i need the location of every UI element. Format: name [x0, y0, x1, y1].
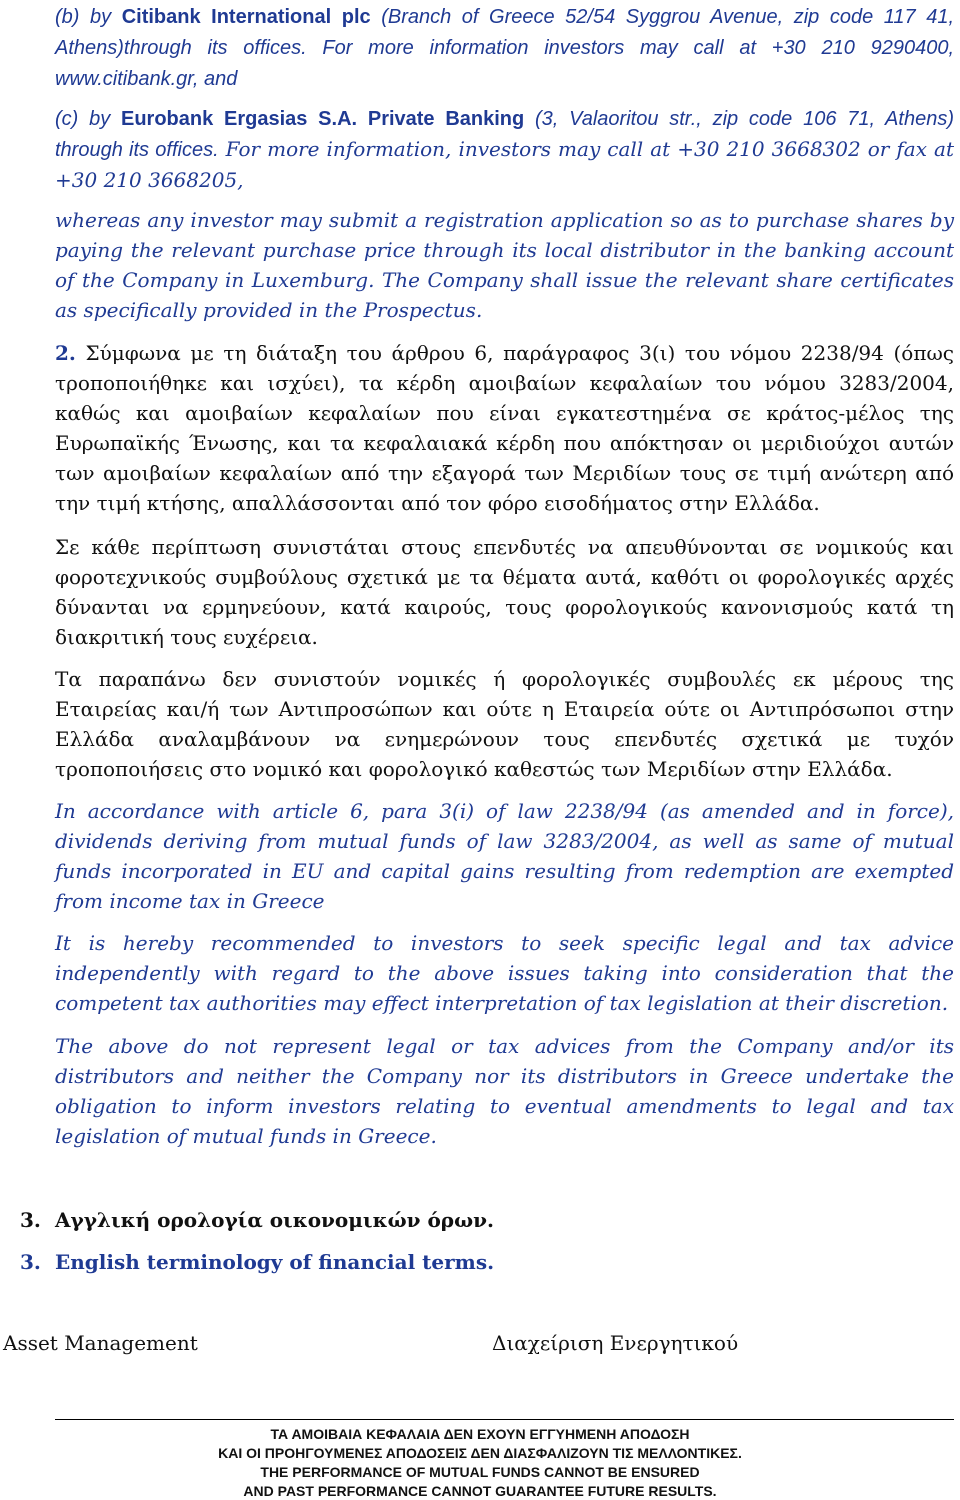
- paragraph-greek-disclaimer: Τα παραπάνω δεν συνιστούν νομικές ή φορολογικές συμβουλές εκ μέρους της Εταιρείας και/ή των Αντιπροσώπων και ούτε η Εταιρεία ούτε οι Αντιπρόσωποι στην Ελλάδα αναλαμβάνουν να ενημερώνουν τους επενδυτές σχετικά με τυχόν τροποποιήσεις στο νομικό και φορολογικό καθεστώς των Μεριδίων στην Ελλάδα.: [55, 667, 954, 781]
- heading-greek-title: Αγγλική ορολογία οικονομικών όρων.: [55, 1208, 494, 1232]
- paragraph-whereas: whereas any investor may submit a registration application so as to purchase shares by paying the relevant purchase price through its local distributor in the banking account of the Company in Luxemburg. The Company shall issue the relevant share certificates as specifically provided in the Prospectus.: [55, 208, 954, 322]
- footer-line-4: AND PAST PERFORMANCE CANNOT GUARANTEE FUTURE RESULTS.: [243, 1483, 717, 1499]
- footer-divider: [55, 1419, 954, 1420]
- heading-english-terminology: [20, 1247, 494, 1277]
- heading-greek-number: 3.: [20, 1208, 41, 1232]
- footer-line-2: ΚΑΙ ΟΙ ΠΡΟΗΓΟΥΜΕΝΕΣ ΑΠΟΔΟΣΕΙΣ ΔΕΝ ΔΙΑΣΦΑΛΙΖΟΥΝ ΤΙΣ ΜΕΛΛΟΝΤΙΚΕΣ.: [218, 1445, 742, 1461]
- term-greek: Διαχείριση Ενεργητικού: [492, 1331, 739, 1355]
- paragraph-2-greek: [55, 338, 954, 518]
- paragraph-eurobank-rest: For more information, investors may call at +30 210 3668302 or fax at +30 210 3668205,: [55, 137, 954, 192]
- heading-english-title: English terminology of financial terms.: [55, 1250, 495, 1274]
- paragraph-eurobank: [55, 103, 954, 195]
- eurobank-name: Eurobank Ergasias S.A. Private Banking: [121, 108, 525, 130]
- paragraph-2-text: Σύμφωνα με τη διάταξη του άρθρου 6, παράγραφος 3(ι) του νόμου 2238/94 (όπως τροποποιήθηκε και ισχύει), τα κέρδη αμοιβαίων κεφαλαίων του νόμου 3283/2004, καθώς και αμοιβαίων κεφαλαίων που είναι εγκατεστημένα σε κράτος-μέλος της Ευρωπαϊκής Ένωσης, και τα κεφαλαιακά κέρδη που απόκτησαν οι μεριδιούχοι αυτών των αμοιβαίων κεφαλαίων από την εξαγορά των Μεριδίων τους σε τιμή ανώτερη από την τιμή κτήσης, απαλλάσσονται από τον φόρο εισοδήματος στην Ελλάδα.: [55, 341, 954, 515]
- paragraph-eurobank-lead: (c) by: [55, 108, 121, 130]
- paragraph-2-number: 2.: [55, 341, 76, 365]
- paragraph-citibank-lead: (b) by: [55, 6, 122, 28]
- citibank-name: Citibank International plc: [121, 6, 371, 28]
- term-english: Asset Management: [3, 1331, 198, 1355]
- paragraph-english-disclaimer: The above do not represent legal or tax advices from the Company and/or its distributors and neither the Company nor its distributors in Greece undertake the obligation to inform investors relating to eventual amendments to legal and tax legislation of mutual funds in Greece.: [55, 1034, 954, 1148]
- heading-english-number: 3.: [20, 1250, 41, 1274]
- paragraph-english-exemption: In accordance with article 6, para 3(i) of law 2238/94 (as amended and in force), dividends deriving from mutual funds of law 3283/2004, as well as same of mutual funds incorporated in EU and capital gains resulting from redemption are exempted from income tax in Greece: [55, 799, 954, 913]
- footer-line-3: THE PERFORMANCE OF MUTUAL FUNDS CANNOT BE ENSURED: [260, 1464, 700, 1480]
- paragraph-citibank: [55, 1, 954, 94]
- paragraph-english-recommendation: It is hereby recommended to investors to seek specific legal and tax advice independently with regard to the above issues taking into consideration that the competent tax authorities may effect interpretation of tax legislation at their discretion.: [55, 931, 954, 1015]
- heading-greek-terminology: [20, 1205, 494, 1235]
- footer-line-1: ΤΑ ΑΜΟΙΒΑΙΑ ΚΕΦΑΛΑΙΑ ΔΕΝ ΕΧΟΥΝ ΕΓΓΥΗΜΕΝΗ ΑΠΟΔΟΣΗ: [270, 1426, 690, 1442]
- paragraph-eurobank-address: (3, Valaoritou str., zip code 106 71, Athens) through its offices.: [55, 108, 954, 161]
- paragraph-greek-recommendation: Σε κάθε περίπτωση συνιστάται στους επενδυτές να απευθύνονται σε νομικούς και φοροτεχνικούς συμβούλους σχετικά με τα θέματα αυτά, καθότι οι φορολογικές αρχές δύνανται να ερμηνεύουν, κατά καιρούς, τους φορολογικούς κανονισμούς κατά τη διακριτική τους ευχέρεια.: [55, 535, 954, 649]
- paragraph-citibank-rest: (Branch of Greece 52/54 Syggrou Avenue, zip code 117 41, Athens)through its offices. For more information investors may call at +30 210 9290400, www.citibank.gr, and: [55, 6, 955, 90]
